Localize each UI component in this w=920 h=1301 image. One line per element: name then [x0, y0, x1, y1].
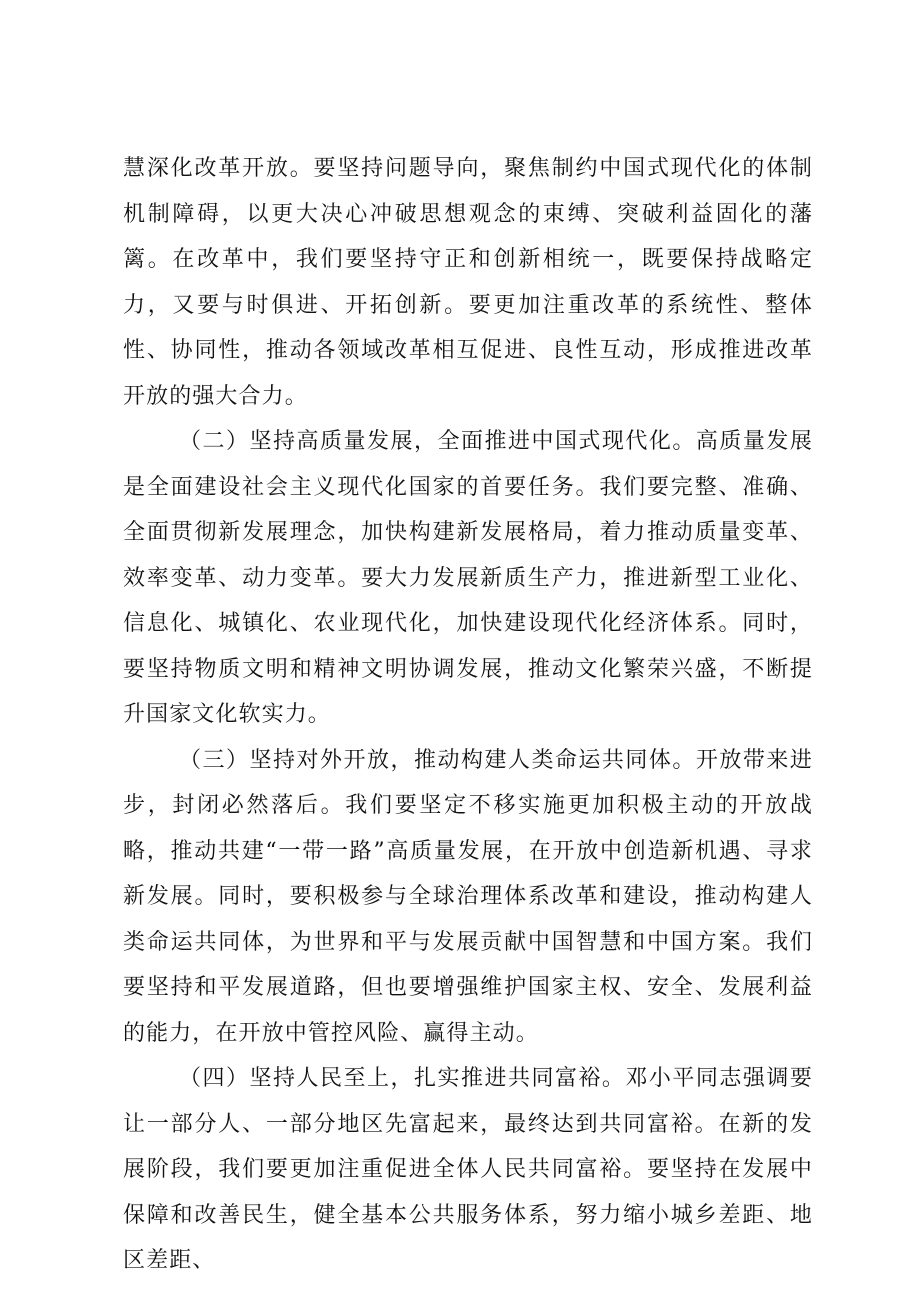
paragraph-reform-continuation: 慧深化改革开放。要坚持问题导向，聚焦制约中国式现代化的体制机制障碍，以更大决心冲破思想观念的束缚、突破利益固化的藩篱。在改革中，我们要坚持守正和创新相统一，既要保持战略定力，又要与时俱进、开拓创新。要更加注重改革的系统性、整体性、协同性，推动各领域改革相互促进、良性互动，形成推进改革开放的强大合力。 — [123, 156, 813, 409]
document-body — [123, 146, 813, 1284]
paragraph-section-two-high-quality-development: （二）坚持高质量发展，全面推进中国式现代化。高质量发展是全面建设社会主义现代化国家的首要任务。我们要完整、准确、全面贯彻新发展理念，加快构建新发展格局，着力推动质量变革、效率变革、动力变革。要大力发展新质生产力，推进新型工业化、信息化、城镇化、农业现代化，加快建设现代化经济体系。同时，要坚持物质文明和精神文明协调发展，推动文化繁荣兴盛，不断提升国家文化软实力。 — [123, 429, 813, 727]
paragraph-section-four-people-first: （四）坚持人民至上，扎实推进共同富裕。邓小平同志强调要让一部分人、一部分地区先富起来，最终达到共同富裕。在新的发展阶段，我们要更加注重促进全体人民共同富裕。要坚持在发展中保障和改善民生，健全基本公共服务体系，努力缩小城乡差距、地区差距、 — [123, 1066, 813, 1273]
paragraph-section-three-opening-up: （三）坚持对外开放，推动构建人类命运共同体。开放带来进步，封闭必然落后。我们要坚定不移实施更加积极主动的开放战略，推动共建“一带一路”高质量发展，在开放中创造新机遇、寻求新发展。同时，要积极参与全球治理体系改革和建设，推动构建人类命运共同体，为世界和平与发展贡献中国智慧和中国方案。我们要坚持和平发展道路，但也要增强维护国家主权、安全、发展利益的能力，在开放中管控风险、赢得主动。 — [123, 747, 813, 1046]
